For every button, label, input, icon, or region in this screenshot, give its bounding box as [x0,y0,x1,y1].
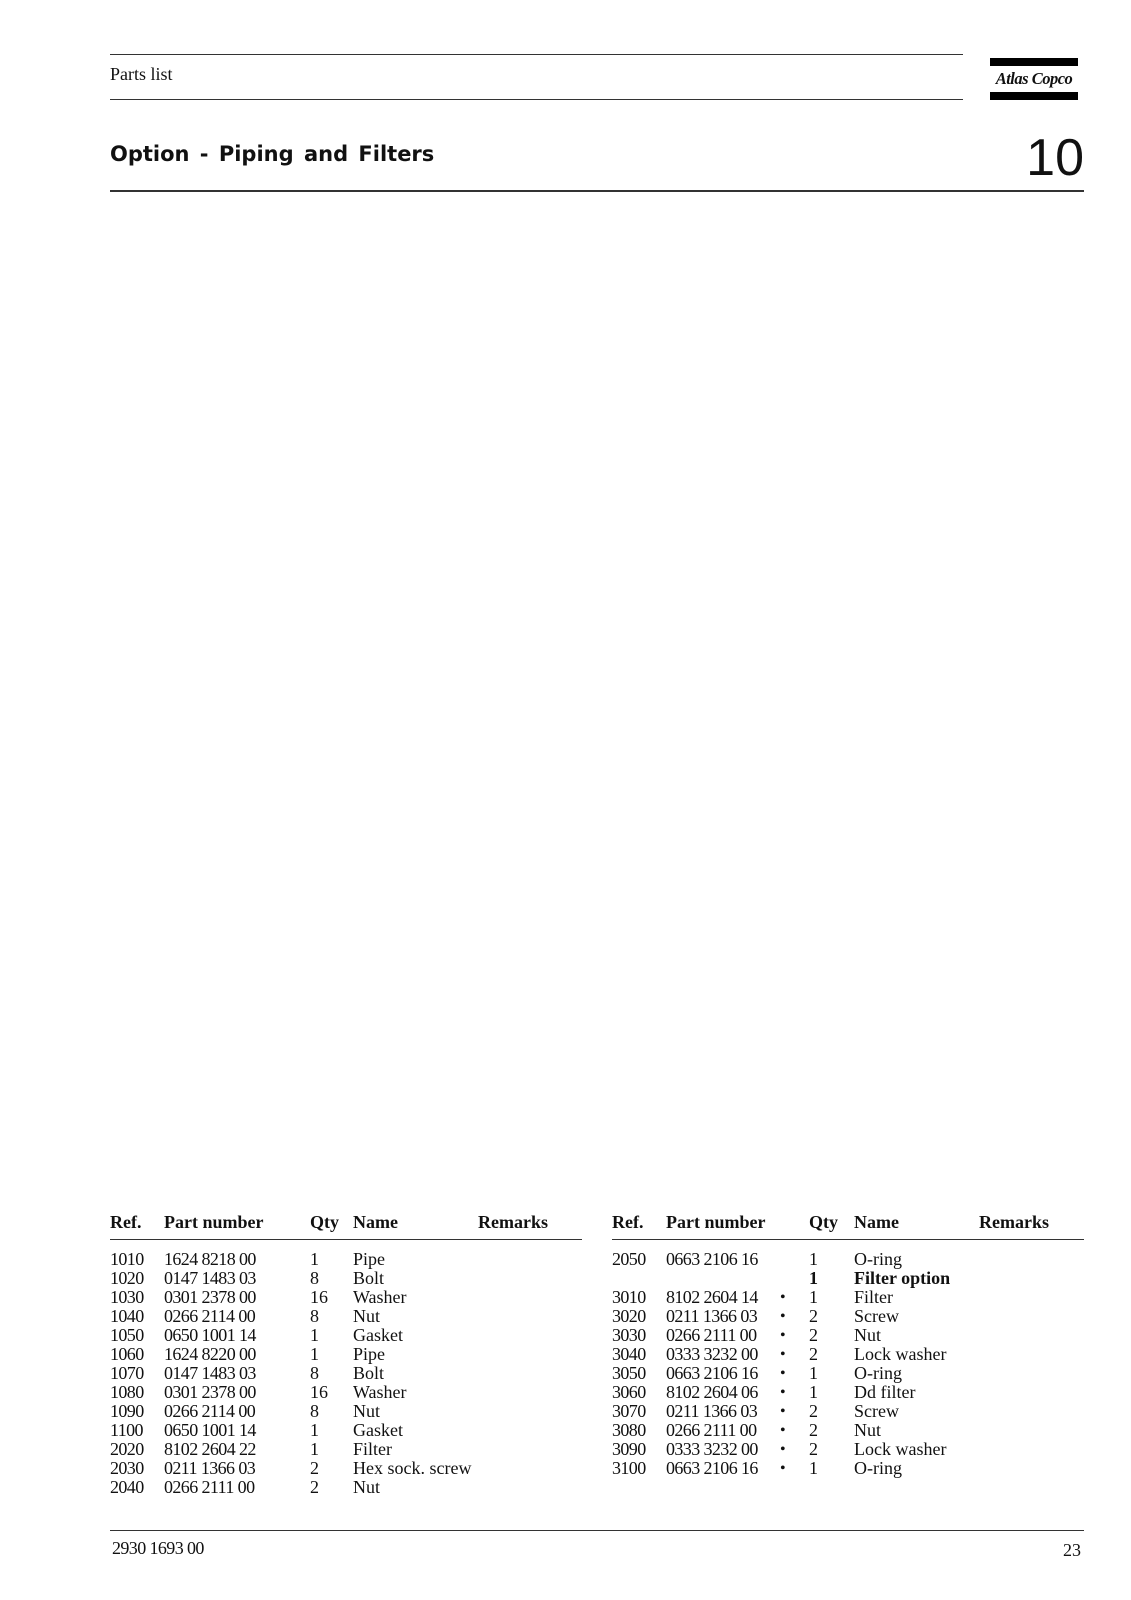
cell-qty: 2 [809,1344,818,1364]
table-row [110,1288,582,1307]
col-header-ref: Ref. [110,1212,142,1232]
atlas-copco-logo [990,58,1078,102]
cell-name: Lock washer [854,1439,947,1459]
cell-qty: 1 [310,1325,319,1345]
cell-marker: • [780,1422,786,1439]
header-top-rule [110,54,963,55]
table-row [110,1383,582,1402]
table-row [110,1421,582,1440]
cell-name: Lock washer [854,1344,947,1364]
table-header-rule [612,1239,1084,1240]
cell-part-number: 1624 8220 00 [164,1344,256,1364]
cell-name: Bolt [353,1268,385,1288]
cell-ref: 2040 [110,1477,144,1497]
cell-marker: • [780,1327,786,1344]
cell-qty: 2 [310,1477,319,1497]
col-header-part-number: Part number [666,1212,766,1232]
document-number: 2930 1693 00 [112,1538,204,1558]
figure-area [110,200,1080,1180]
cell-part-number: 0333 3232 00 [666,1344,758,1364]
table-row [612,1307,1084,1326]
cell-qty: 2 [809,1306,818,1326]
cell-marker: • [780,1346,786,1363]
logo-wordmark: Atlas Copco [995,69,1073,88]
cell-marker: • [780,1403,786,1420]
cell-name: Pipe [353,1249,386,1269]
cell-name: Nut [353,1306,380,1326]
table-row [110,1269,582,1288]
cell-marker: • [780,1289,786,1306]
table-row [612,1288,1084,1307]
cell-ref: 3010 [612,1287,646,1307]
table-row [612,1459,1084,1478]
cell-ref: 3080 [612,1420,646,1440]
table-row [110,1478,582,1497]
cell-marker: • [780,1365,786,1382]
cell-part-number: 0663 2106 16 [666,1363,758,1383]
cell-ref: 2030 [110,1458,144,1478]
cell-ref: 1020 [110,1268,144,1288]
cell-part-number: 0333 3232 00 [666,1439,758,1459]
parts-table-right [612,1212,1084,1502]
section-number: 10 [1026,129,1084,187]
cell-ref: 2050 [612,1249,646,1269]
cell-ref: 1060 [110,1344,144,1364]
cell-name: Filter [353,1439,392,1459]
cell-name: Nut [854,1420,881,1440]
cell-name: Screw [854,1401,899,1421]
cell-part-number: 0266 2111 00 [666,1420,757,1440]
cell-part-number: 0147 1483 03 [164,1268,256,1288]
table-row [110,1402,582,1421]
table-row [110,1364,582,1383]
cell-ref: 3060 [612,1382,646,1402]
cell-ref: 1100 [110,1420,143,1440]
cell-name: O-ring [854,1249,902,1269]
cell-name: Bolt [353,1363,385,1383]
cell-ref: 1030 [110,1287,144,1307]
table-header-rule [110,1239,582,1240]
cell-name: O-ring [854,1363,902,1383]
cell-qty: 1 [809,1268,818,1288]
cell-part-number: 0147 1483 03 [164,1363,256,1383]
section-title: Option - Piping and Filters [110,142,435,166]
header-label: Parts list [110,64,173,84]
col-header-name: Name [854,1212,899,1232]
cell-qty: 1 [310,1249,319,1269]
cell-qty: 1 [310,1439,319,1459]
cell-qty: 8 [310,1401,319,1421]
cell-ref: 3050 [612,1363,646,1383]
cell-qty: 1 [809,1287,818,1307]
cell-ref: 1040 [110,1306,144,1326]
parts-table-left [110,1212,582,1502]
col-header-ref: Ref. [612,1212,644,1232]
page-number: 23 [1063,1540,1081,1560]
cell-qty: 2 [809,1401,818,1421]
cell-name: Pipe [353,1344,386,1364]
cell-part-number: 0266 2111 00 [164,1477,255,1497]
cell-name: O-ring [854,1458,902,1478]
table-row [612,1250,1084,1269]
cell-qty: 1 [310,1420,319,1440]
cell-qty: 1 [310,1344,319,1364]
footer-rule [110,1530,1084,1531]
cell-ref: 3040 [612,1344,646,1364]
table-row [612,1326,1084,1345]
cell-part-number: 0211 1366 03 [164,1458,256,1478]
cell-ref: 1010 [110,1249,144,1269]
cell-marker: • [780,1460,786,1477]
cell-part-number: 8102 2604 22 [164,1439,256,1459]
table-row [612,1402,1084,1421]
cell-name: Gasket [353,1420,403,1440]
cell-name: Filter [854,1287,893,1307]
cell-part-number: 0663 2106 16 [666,1458,758,1478]
cell-qty: 1 [809,1249,818,1269]
cell-marker: • [780,1308,786,1325]
cell-ref: 3030 [612,1325,646,1345]
cell-qty: 2 [809,1420,818,1440]
col-header-name: Name [353,1212,398,1232]
cell-ref: 3070 [612,1401,646,1421]
cell-ref: 1080 [110,1382,144,1402]
cell-name: Washer [353,1287,407,1307]
col-header-qty: Qty [310,1212,339,1232]
cell-qty: 1 [809,1458,818,1478]
table-row [612,1383,1084,1402]
cell-part-number: 0266 2114 00 [164,1306,256,1326]
cell-name: Gasket [353,1325,403,1345]
cell-qty: 16 [310,1287,328,1307]
table-row [612,1440,1084,1459]
cell-name: Filter option [854,1268,951,1288]
header-bottom-rule [110,99,963,100]
cell-part-number: 0301 2378 00 [164,1287,256,1307]
group-heading-row [612,1269,1084,1288]
table-row [612,1421,1084,1440]
cell-part-number: 0301 2378 00 [164,1382,256,1402]
cell-part-number: 1624 8218 00 [164,1249,256,1269]
table-row [110,1307,582,1326]
cell-ref: 3020 [612,1306,646,1326]
cell-qty: 16 [310,1382,328,1402]
cell-name: Nut [353,1401,380,1421]
cell-marker: • [780,1384,786,1401]
cell-ref: 1050 [110,1325,144,1345]
cell-qty: 1 [809,1363,818,1383]
table-row [612,1364,1084,1383]
cell-name: Washer [353,1382,407,1402]
cell-ref: 3100 [612,1458,646,1478]
table-row [110,1345,582,1364]
cell-qty: 8 [310,1363,319,1383]
cell-name: Dd filter [854,1382,916,1402]
cell-name: Nut [854,1325,881,1345]
col-header-qty: Qty [809,1212,838,1232]
cell-qty: 8 [310,1306,319,1326]
cell-ref: 1070 [110,1363,144,1383]
table-row [110,1459,582,1478]
col-header-part-number: Part number [164,1212,264,1232]
table-row [110,1440,582,1459]
cell-part-number: 8102 2604 06 [666,1382,758,1402]
cell-part-number: 0266 2114 00 [164,1401,256,1421]
table-row [612,1345,1084,1364]
cell-name: Nut [353,1477,380,1497]
cell-part-number: 0650 1001 14 [164,1420,256,1440]
cell-name: Screw [854,1306,899,1326]
section-title-rule [110,190,1084,192]
cell-part-number: 0650 1001 14 [164,1325,256,1345]
cell-part-number: 8102 2604 14 [666,1287,758,1307]
cell-part-number: 0266 2111 00 [666,1325,757,1345]
cell-qty: 8 [310,1268,319,1288]
table-row [110,1250,582,1269]
cell-part-number: 0211 1366 03 [666,1401,758,1421]
cell-qty: 1 [809,1382,818,1402]
cell-marker: • [780,1441,786,1458]
cell-name: Hex sock. screw [353,1458,472,1478]
col-header-remarks: Remarks [979,1212,1049,1232]
cell-ref: 1090 [110,1401,144,1421]
cell-ref: 3090 [612,1439,646,1459]
cell-qty: 2 [310,1458,319,1478]
col-header-remarks: Remarks [478,1212,548,1232]
table-row [110,1326,582,1345]
cell-part-number: 0211 1366 03 [666,1306,758,1326]
cell-ref: 2020 [110,1439,144,1459]
cell-part-number: 0663 2106 16 [666,1249,758,1269]
cell-qty: 2 [809,1439,818,1459]
cell-qty: 2 [809,1325,818,1345]
